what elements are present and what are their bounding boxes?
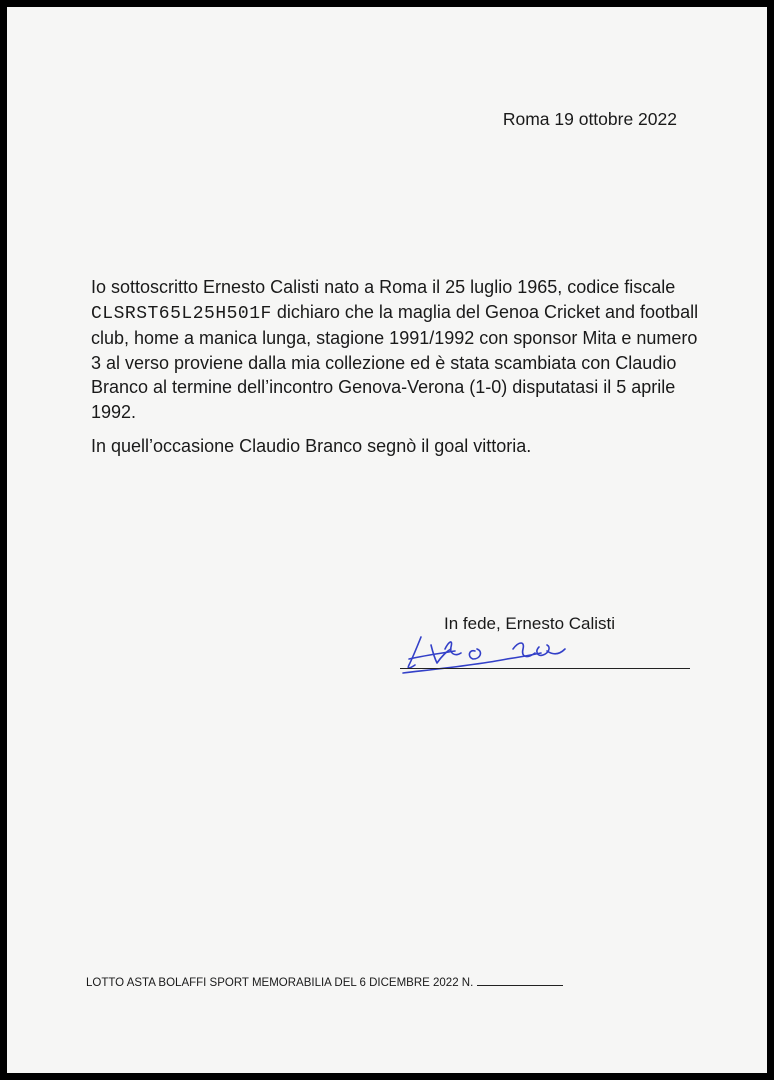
handwritten-signature bbox=[397, 631, 577, 677]
declaration-text-start: Io sottoscritto Ernesto Calisti nato a Roma il 25 luglio 1965, codice fiscale bbox=[91, 277, 676, 297]
auction-lot-footer bbox=[86, 975, 563, 989]
fiscal-code: CLSRST65L25H501F bbox=[91, 303, 272, 324]
declaration-body bbox=[91, 275, 711, 469]
declaration-text-end: dichiaro che la maglia del Genoa Cricket and football club, home a manica lunga, stagione 1991/1992 con sponsor Mita e numero 3 al verso proviene dalla mia collezione ed è stata scambiata con Claudio Branco al termine dell’incontro Genova-Verona (1-0) disputatasi il 5 aprile 1992. bbox=[91, 301, 699, 422]
declaration-paragraph bbox=[91, 275, 711, 424]
closing-line: In fede, Ernesto Calisti bbox=[444, 614, 616, 633]
goal-paragraph: In quell’occasione Claudio Branco segnò il goal vittoria. bbox=[91, 436, 532, 456]
signature-line bbox=[400, 668, 690, 669]
lot-number-blank bbox=[477, 975, 563, 986]
document-page bbox=[7, 7, 767, 1073]
auction-lot-label: LOTTO ASTA BOLAFFI SPORT MEMORABILIA DEL 6 DICEMBRE 2022 N. bbox=[86, 977, 474, 989]
date-line: Roma 19 ottobre 2022 bbox=[502, 109, 677, 129]
